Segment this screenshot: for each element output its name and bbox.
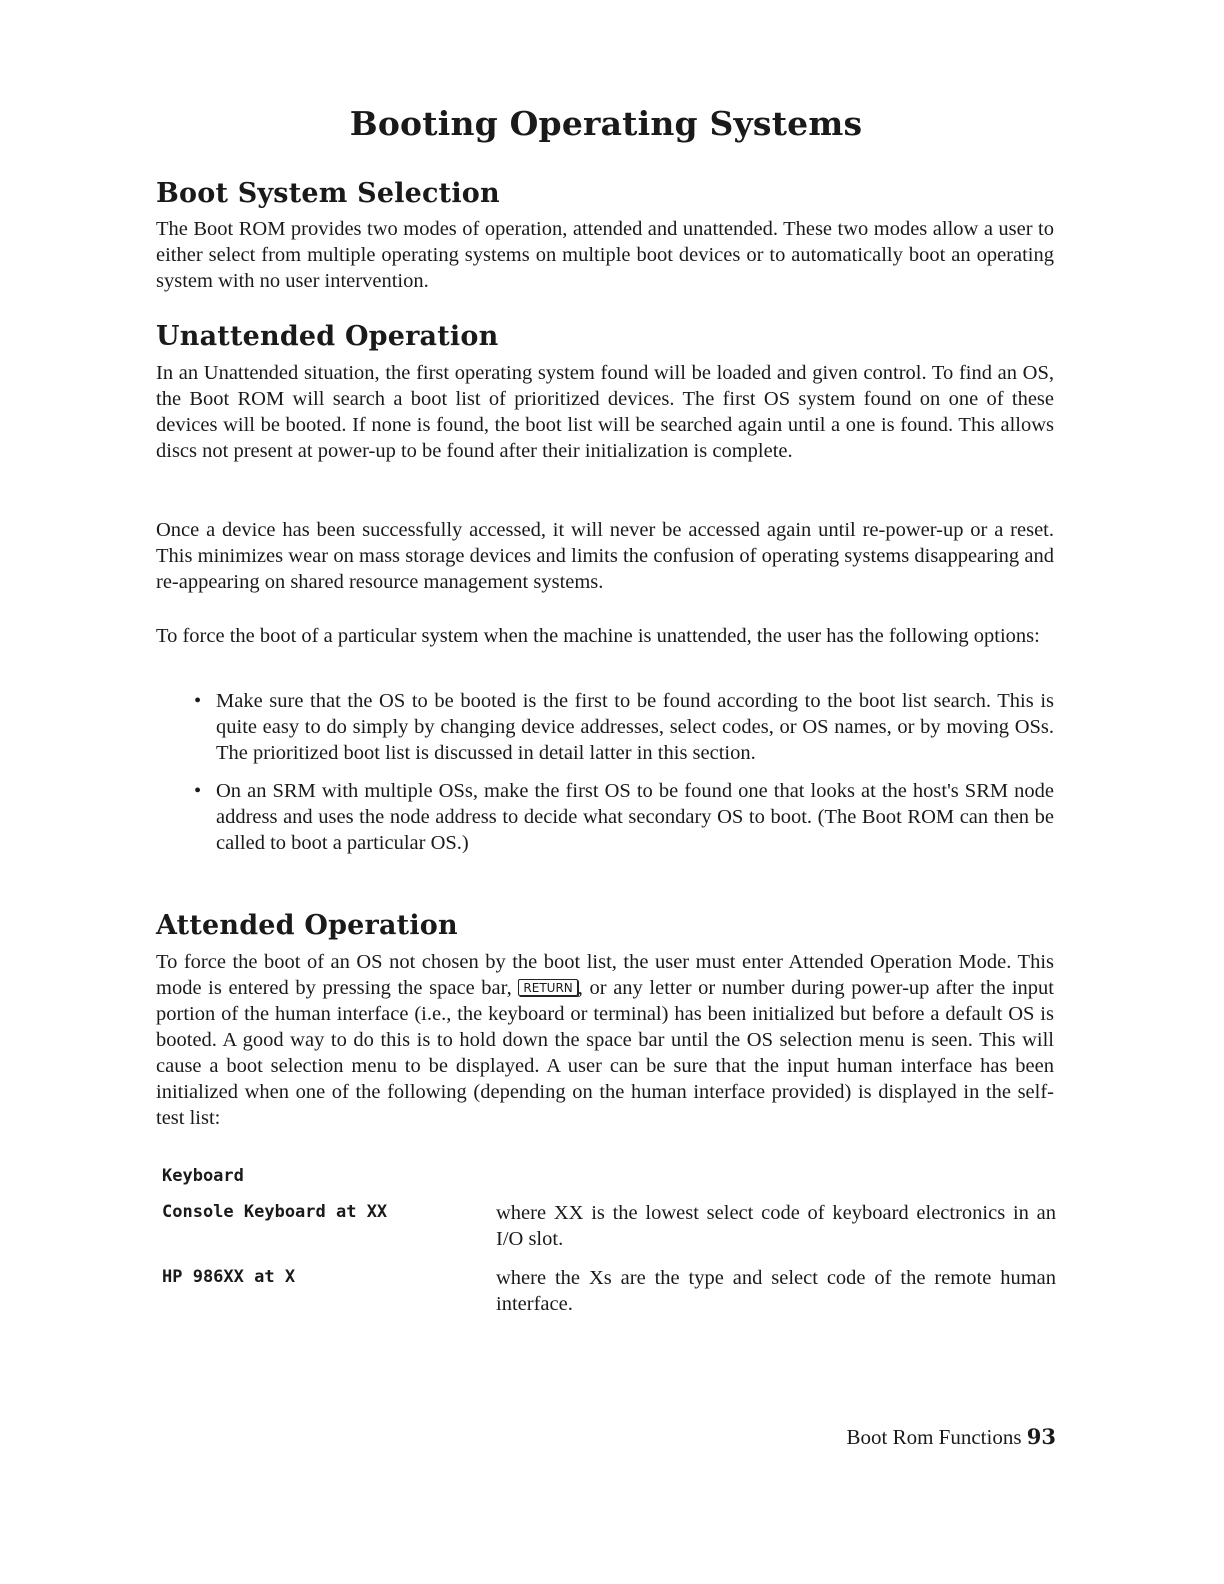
page-number: 93 — [1026, 1424, 1056, 1449]
heading-attended-operation: Attended Operation — [156, 910, 458, 941]
table-row — [162, 1265, 1056, 1321]
heading-boot-system-selection: Boot System Selection — [156, 178, 500, 209]
paragraph-text: To force the boot of an OS not chosen by the boot list, the user must enter Attended Operation Mode. This mode is entered by pressing the space bar, — [156, 951, 1054, 999]
interface-label: Keyboard — [162, 1166, 244, 1186]
interface-label: Console Keyboard at XX — [162, 1202, 388, 1222]
list-item — [156, 778, 1054, 856]
list-item-text: Make sure that the OS to be booted is the first to be found according to the boot list search. This is quite easy to do simply by changing device addresses, select codes, or OS names, or by moving OSs. The prioritized boot list is discussed in detail latter in this section. — [216, 690, 1054, 764]
paragraph-unattended-3: To force the boot of a particular system when the machine is unattended, the user has the following options: — [156, 625, 1040, 647]
list-item-text: On an SRM with multiple OSs, make the first OS to be found one that looks at the host's SRM node address and uses the node address to decide what secondary OS to boot. (The Boot ROM can then be called to boot a particular OS.) — [216, 780, 1054, 854]
options-list — [156, 688, 1054, 868]
page-title: Booting Operating Systems — [349, 104, 863, 143]
bullet-icon: • — [194, 690, 202, 712]
heading-unattended-operation: Unattended Operation — [156, 321, 499, 352]
list-item — [156, 688, 1054, 766]
interface-description: where XX is the lowest select code of keyboard electronics in an I/O slot. — [496, 1202, 1056, 1250]
paragraph-attended-1 — [156, 949, 1054, 1131]
paragraph-unattended-1: In an Unattended situation, the first operating system found will be loaded and given control. To find an OS, the Boot ROM will search a boot list of prioritized devices. The first OS system found on one of these devices will be booted. If none is found, the boot list will be searched again until a one is found. This allows discs not present at power-up to be found after their initialization is complete. — [156, 362, 1054, 462]
paragraph-unattended-2: Once a device has been successfully accessed, it will never be accessed again until re-power-up or a reset. This minimizes wear on mass storage devices and limits the confusion of operating systems disappearing and re-appearing on shared resource management systems. — [156, 519, 1054, 593]
footer-text: Boot Rom Functions — [846, 1425, 1022, 1449]
bullet-icon: • — [194, 780, 202, 802]
return-key-icon: RETURN — [518, 979, 577, 996]
paragraph-text: , or any letter or number during power-up after the input portion of the human interface (i.e., the keyboard or terminal) has been initialized but before a default OS is booted. A good way to do this is to hold down the space bar until the OS selection menu is seen. This will cause a boot selection menu to be displayed. A user can be sure that the input human interface has been initialized when one of the following (depending on the human interface provided) is displayed in the self-test list: — [156, 977, 1054, 1129]
paragraph-boot-selection: The Boot ROM provides two modes of operation, attended and unattended. These two modes allow a user to either select from multiple operating systems on multiple boot devices or to automatically boot an operating system with no user intervention. — [156, 218, 1054, 292]
interface-description: where the Xs are the type and select code of the remote human interface. — [496, 1267, 1056, 1315]
table-row — [162, 1164, 1056, 1194]
table-row — [162, 1200, 1056, 1256]
page-footer — [846, 1424, 1056, 1450]
interface-label: HP 986XX at X — [162, 1267, 296, 1287]
